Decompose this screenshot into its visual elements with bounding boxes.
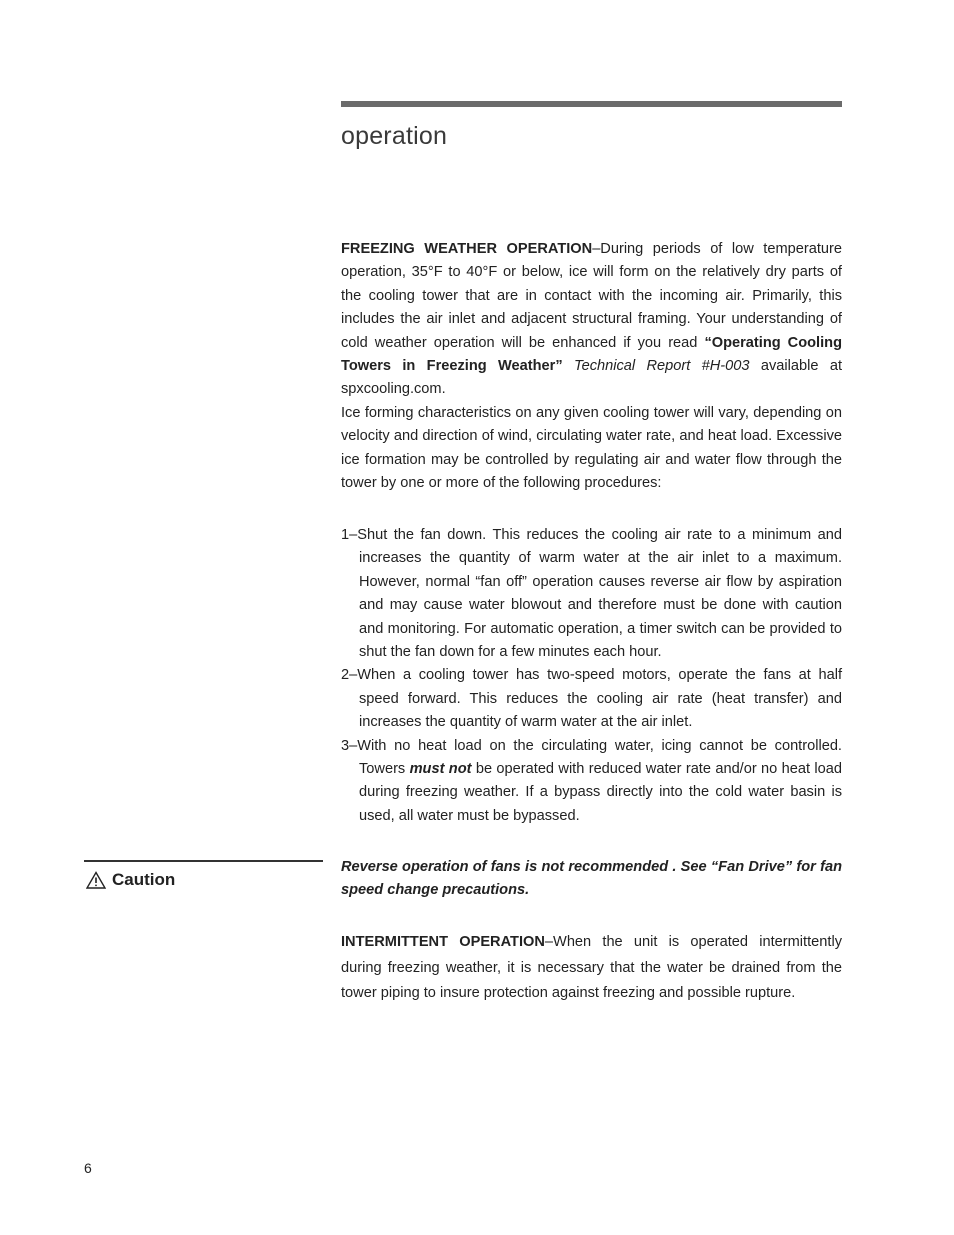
procedure-item-3-emphasis: must not: [409, 761, 472, 778]
procedure-item-3-post: be operated with reduced water rate and/or no heat load during freezing weather. If a bypass directly into the cold water basin is used, all water must be bypassed.: [359, 761, 842, 824]
report-number: Technical Report #H-003: [562, 358, 750, 375]
report-title: “Operating Cooling Towers in Freezing Weather”: [341, 334, 842, 375]
page-number: 6: [84, 1160, 92, 1176]
header-rule: [341, 101, 842, 107]
procedure-item-3: [341, 735, 842, 829]
procedure-item-1: 1–Shut the fan down. This reduces the cooling air rate to a minimum and increases the quantity of warm water at the air inlet to a maximum. However, normal “fan off” operation causes reverse air flow by aspiration and may cause water blowout and therefore must be done with caution and monitoring. For automatic operation, a timer switch can be provided to shut the fan down for a few minutes each hour.: [341, 527, 842, 661]
intermittent-heading: INTERMITTENT OPERATION: [341, 934, 545, 950]
freezing-paragraph: [341, 238, 842, 402]
warning-triangle-icon: [86, 871, 106, 889]
caution-label: Caution: [112, 870, 176, 889]
caution-heading: [86, 870, 175, 890]
procedure-item-2: 2–When a cooling tower has two-speed motors, operate the fans at half speed forward. This reduces the cooling air rate (heat transfer) and increases the quantity of warm water at the air inlet.: [341, 667, 842, 731]
procedure-item-3-pre: 3–With no heat load on the circulating water, icing cannot be controlled. Towers: [341, 737, 842, 778]
freezing-text-2: available at spxcooling.com.: [341, 358, 842, 398]
intermittent-text: –When the unit is operated intermittently during freezing weather, it is necessary that the water be drained from the tower piping to insure protection against freezing and possible rupture.: [341, 934, 842, 1001]
ice-paragraph-text: Ice forming characteristics on any given cooling tower will vary, depending on velocity and direction of wind, circulating water rate, and heat load. Excessive ice formation may be controlled by regulating air and water flow through the tower by one or more of the following procedures:: [341, 405, 842, 492]
section-title: operation: [341, 122, 448, 150]
caution-rule: [84, 860, 323, 862]
procedure-list: [341, 524, 842, 828]
freezing-heading: FREEZING WEATHER OPERATION: [341, 241, 593, 257]
caution-text-body: Reverse operation of fans is not recommended . See “Fan Drive” for fan speed change precautions.: [341, 859, 842, 899]
ice-paragraph: [341, 402, 842, 496]
caution-text: [341, 856, 842, 903]
freezing-text-1: –During periods of low temperature operation, 35°F to 40°F or below, ice will form on the relatively dry parts of the cooling tower that are in contact with the incoming air. Primarily, this includes the air inlet and adjacent structural framing. Your understanding of cold weather operation will be enhanced if you read: [341, 241, 842, 351]
intermittent-paragraph: [341, 930, 842, 1007]
